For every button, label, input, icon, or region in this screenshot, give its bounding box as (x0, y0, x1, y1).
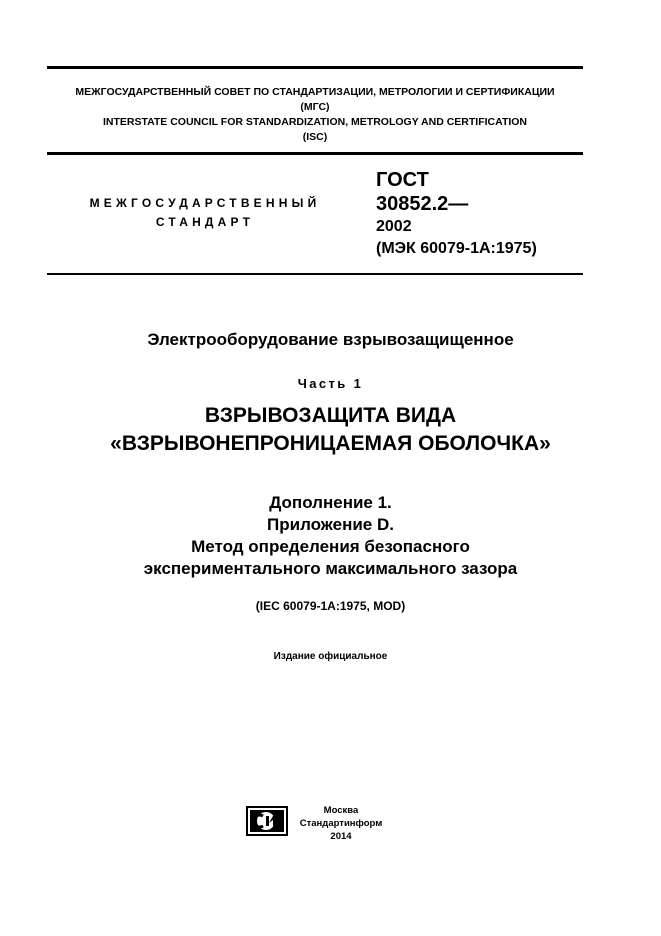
publisher-year: 2014 (330, 831, 352, 842)
gost-prefix: ГОСТ (376, 169, 429, 191)
addendum-line3: Метод определения безопасного (191, 537, 470, 556)
document-subject: Электрооборудование взрывозащищенное (147, 330, 514, 349)
title-line2: «ВЗРЫВОНЕПРОНИЦАЕМАЯ ОБОЛОЧКА» (110, 432, 551, 455)
addendum-line1: Дополнение 1. (269, 493, 392, 512)
standard-type-line2: СТАНДАРТ (155, 215, 255, 229)
standard-type-line1: МЕЖГОСУДАРСТВЕННЫЙ (89, 196, 321, 210)
publisher-name: Стандартинформ (299, 818, 383, 829)
publisher-city: Москва (323, 805, 359, 816)
publisher-imprint (296, 804, 386, 843)
gost-iec-ref: (МЭК 60079-1А:1975) (376, 240, 537, 257)
council-name-en: INTERSTATE COUNCIL FOR STANDARDIZATION, METROLOGY AND CERTIFICATION (102, 116, 528, 128)
part-number: Часть 1 (297, 376, 364, 391)
council-abbr-ru: (МГС) (300, 101, 330, 113)
council-name-ru: МЕЖГОСУДАРСТВЕННЫЙ СОВЕТ ПО СТАНДАРТИЗАЦИИ, МЕТРОЛОГИИ И СЕРТИФИКАЦИИ (75, 86, 555, 98)
addendum-line4: экспериментального максимального зазора (143, 559, 518, 578)
designation-rule (47, 273, 583, 275)
top-rule (47, 66, 583, 69)
standard-type-label (60, 194, 350, 232)
edition-note: Издание официальное (273, 651, 388, 662)
title-line1: ВЗРЫВОЗАЩИТА ВИДА (204, 404, 457, 427)
council-abbr-en: (ISC) (302, 131, 328, 143)
document-title (0, 402, 661, 458)
addendum-line2: Приложение D. (267, 515, 394, 534)
addendum-block (0, 492, 661, 580)
gost-year: 2002 (376, 218, 412, 235)
standartinform-logo-icon (246, 806, 288, 836)
header-rule (47, 152, 583, 155)
iec-mod-reference: (IEC 60079-1A:1975, MOD) (255, 599, 406, 613)
council-header (47, 85, 583, 145)
gost-number: 30852.2— (376, 193, 469, 215)
gost-designation (376, 168, 596, 260)
